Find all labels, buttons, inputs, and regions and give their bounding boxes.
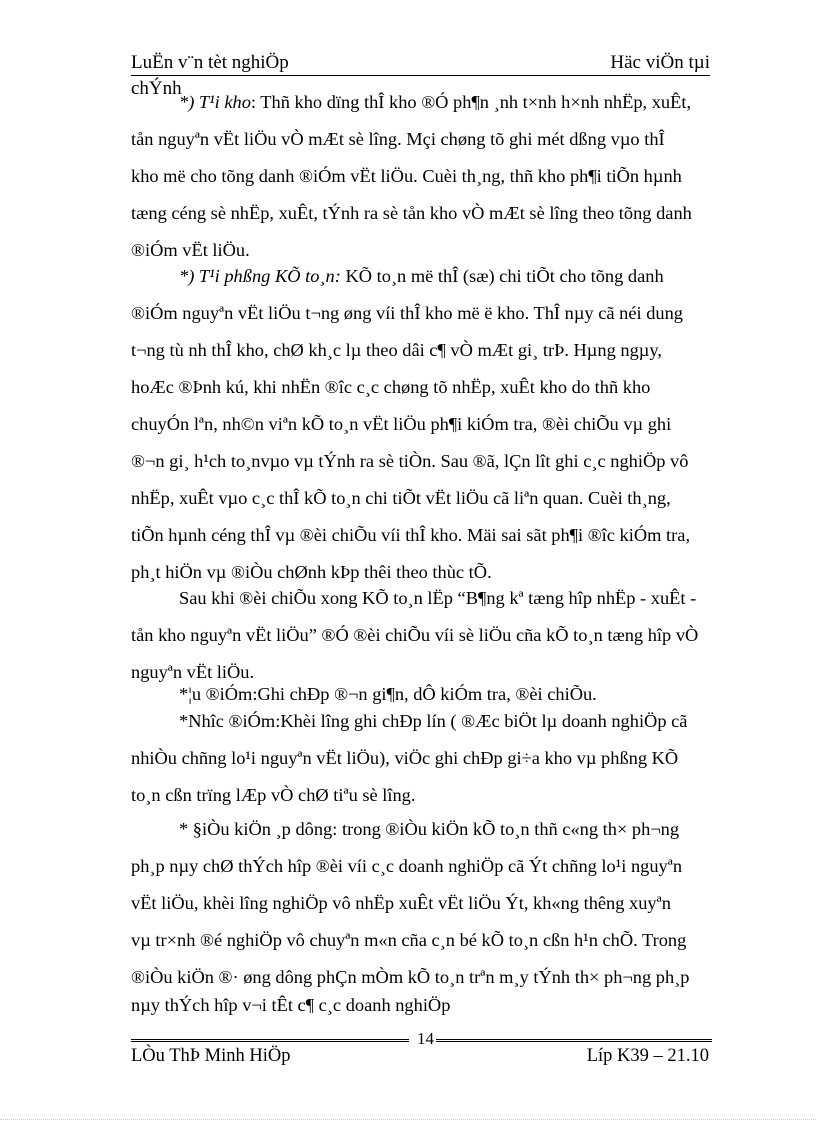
line-text: tiÕn hµnh céng thÎ vµ ®èi chiÕu víi thÎ kho. Mäi sai sãt ph¶i ®îc kiÓm tra, — [131, 525, 691, 545]
paragraph-2-line — [131, 525, 690, 546]
paragraph-6-line — [131, 967, 689, 988]
footer-class: Líp K39 – 21.10 — [586, 1046, 709, 1066]
line-text: *Nhîc ®iÓm:Khèi lîng ghi chÐp lín ( ®Æc biÖt lµ doanh nghiÖp cã — [179, 711, 688, 731]
paragraph-6-line — [179, 819, 679, 840]
paragraph-4-line — [179, 684, 597, 705]
paragraph-2-line — [131, 562, 492, 583]
paragraph-3-line — [131, 662, 254, 683]
paragraph-1-line — [179, 92, 691, 113]
line-text: nguyªn vËt liÖu. — [131, 662, 255, 682]
paragraph-2-line — [179, 266, 664, 287]
paragraph-6-line — [131, 856, 682, 877]
header-continuation: chÝnh — [131, 78, 182, 99]
line-text: hoÆc ®Þnh kú, khi nhËn ®îc c¸c chøng tõ nhËp, xuÊt kho do thñ kho — [131, 377, 651, 397]
line-text: Sau khi ®èi chiÕu xong KÕ to¸n lËp “B¶ng kª tæng hîp nhËp - xuÊt - — [179, 588, 697, 608]
line-text: * §iÒu kiÖn ¸p dông: trong ®iÒu kiÖn kÕ to¸n thñ c«ng th× ph¬ng — [179, 819, 680, 839]
line-text: t¬ng tù nh thÎ kho, chØ kh¸c lµ theo dâi c¶ vÒ mÆt gi¸ trÞ. Hµng ngµy, — [131, 340, 662, 360]
footer-author: LÒu ThÞ Minh HiÖp — [131, 1046, 291, 1066]
paragraph-2-line — [131, 414, 671, 435]
line-text: ®iÓm vËt liÖu. — [131, 240, 250, 260]
line-text: *¦u ®iÓm:Ghi chÐp ®¬n gi¶n, dÔ kiÓm tra, ®èi chiÕu. — [179, 684, 597, 704]
page-number: 14 — [417, 1029, 434, 1048]
paragraph-1-line — [131, 240, 250, 261]
line-text: nhËp, xuÊt vµo c¸c thÎ kÕ to¸n chi tiÕt vËt liÖu cã liªn quan. Cuèi th¸ng, — [131, 488, 671, 508]
line-text: tån nguyªn vËt liÖu vÒ mÆt sè lîng. Mçi chøng tõ ghi mét dßng vµo thÎ — [131, 129, 665, 149]
paragraph-5-line — [131, 785, 415, 806]
paragraph-6-line — [131, 930, 686, 951]
line-text: to¸n cßn trïng lÆp vÒ chØ tiªu sè lîng. — [131, 785, 416, 805]
paragraph-6-line — [131, 995, 450, 1016]
page-bottom-border — [0, 1119, 816, 1120]
paragraph-5-line — [179, 711, 687, 732]
line-text: nµy thÝch hîp v¬i tÊt c¶ c¸c doanh nghiÖp — [131, 995, 451, 1015]
line-text: vµ tr×nh ®é nghiÖp vô chuyªn m«n cña c¸n bé kÕ to¸n cßn h¹n chÕ. Trong — [131, 930, 687, 950]
paragraph-2-line — [131, 340, 662, 361]
footer-rule-left — [131, 1039, 409, 1042]
line-text: vËt liÖu, khèi lîng nghiÖp vô nhËp xuÊt vËt liÖu Ýt, kh«ng thêng xuyªn — [131, 893, 671, 913]
paragraph-2-line — [131, 377, 650, 398]
header-right-title: Häc viÖn tµi — [610, 52, 710, 73]
paragraph-3-line — [179, 588, 696, 609]
paragraph-2-line — [131, 488, 671, 509]
italic-lead: *) T¹i phßng KÕ to¸n: — [179, 266, 341, 286]
line-text: KÕ to¸n më thÎ (sæ) chi tiÕt cho tõng danh — [340, 266, 664, 286]
line-text: ph¸t hiÖn vµ ®iÒu chØnh kÞp thêi theo thùc tÕ. — [131, 562, 492, 582]
line-text: : Thñ kho dïng thÎ kho ®Ó ph¶n ¸nh t×nh h×nh nhËp, xuÊt, — [250, 92, 692, 112]
paragraph-1-line — [131, 166, 682, 187]
italic-lead: *) T¹i kho — [179, 92, 251, 112]
paragraph-5-line — [131, 748, 678, 769]
paragraph-2-line — [131, 303, 683, 324]
paragraph-3-line — [131, 625, 698, 646]
line-text: kho më cho tõng danh ®iÓm vËt liÖu. Cuèi th¸ng, thñ kho ph¶i tiÕn hµnh — [131, 166, 682, 186]
footer-rule-right — [436, 1039, 712, 1042]
line-text: ph¸p nµy chØ thÝch hîp ®èi víi c¸c doanh nghiÖp cã Ýt chñng lo¹i nguyªn — [131, 856, 683, 876]
line-text: tæng céng sè nhËp, xuÊt, tÝnh ra sè tån kho vÒ mÆt sè lîng theo tõng danh — [131, 203, 692, 223]
header-rule — [131, 75, 710, 76]
paragraph-1-line — [131, 129, 665, 150]
line-text: tån kho nguyªn vËt liÖu” ®Ó ®èi chiÕu víi sè liÖu cña kÕ to¸n tæng hîp vÒ — [131, 625, 699, 645]
header-left-title: LuËn v¨n tèt nghiÖp — [131, 52, 289, 73]
line-text: ®¬n gi¸ h¹ch to¸nvµo vµ tÝnh ra sè tiÒn. Sau ®ã, lÇn lît ghi c¸c nghiÖp vô — [131, 451, 689, 471]
paragraph-6-line — [131, 893, 671, 914]
line-text: nhiÒu chñng lo¹i nguyªn vËt liÖu), viÖc ghi chÐp gi÷a kho vµ phßng KÕ — [131, 748, 679, 768]
paragraph-1-line — [131, 203, 692, 224]
line-text: ®iÒu kiÖn ®· øng dông phÇn mÒm kÕ to¸n trªn m¸y tÝnh th× ph¬ng ph¸p — [131, 967, 690, 987]
paragraph-2-line — [131, 451, 688, 472]
line-text: chuyÓn lªn, nh©n viªn kÕ to¸n vËt liÖu ph¶i kiÓm tra, ®èi chiÕu vµ ghi — [131, 414, 672, 434]
line-text: ®iÓm nguyªn vËt liÖu t¬ng øng víi thÎ kho më ë kho. ThÎ nµy cã néi dung — [131, 303, 683, 323]
